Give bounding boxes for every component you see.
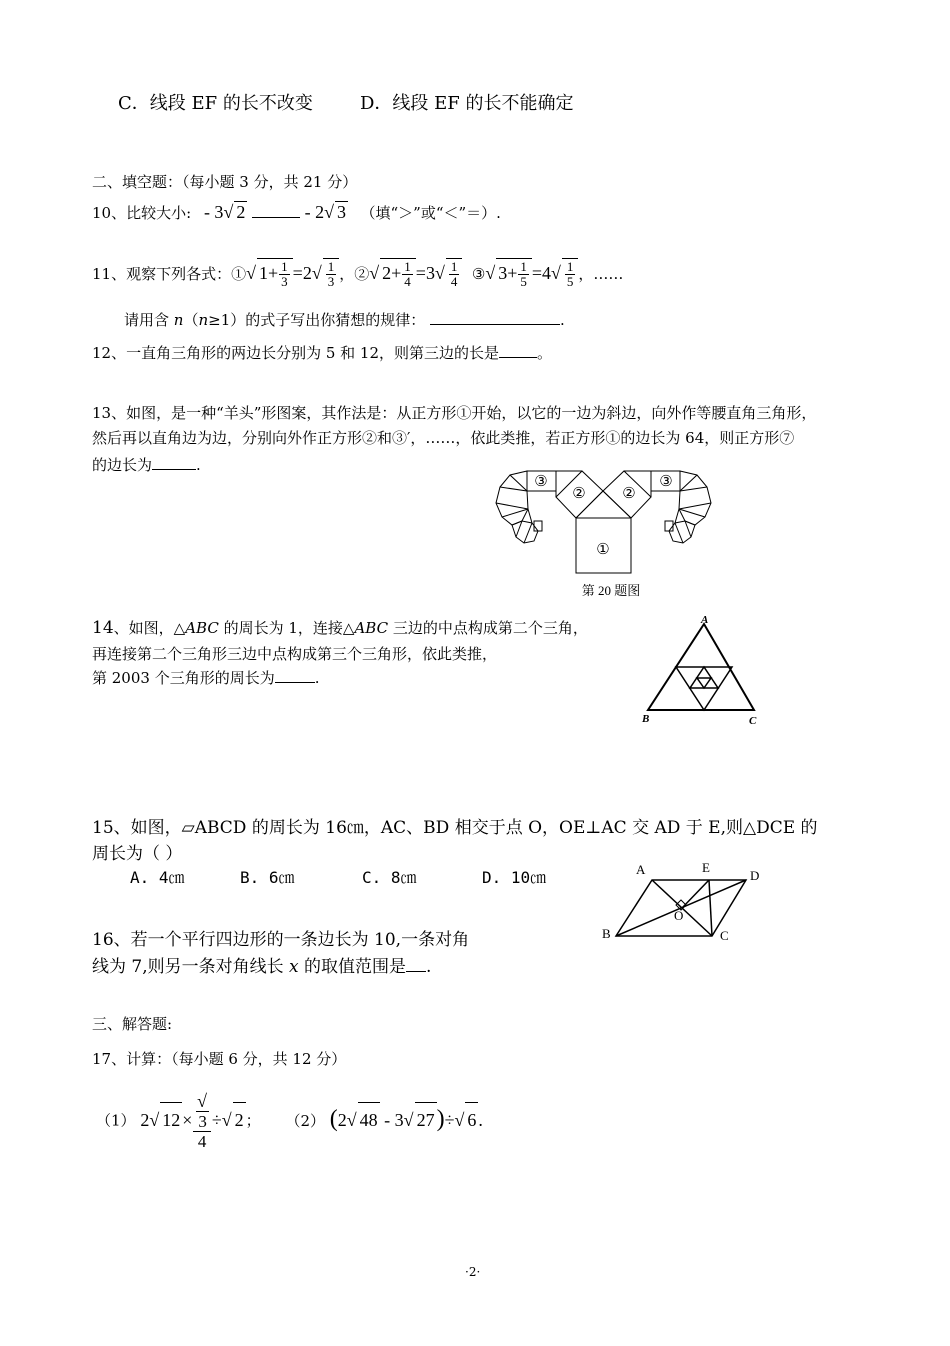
fig-label-3-right: ③ <box>659 474 673 490</box>
q10-blank[interactable] <box>252 217 300 218</box>
q15-option-b[interactable]: B. 6㎝ <box>240 868 295 887</box>
q10-hint: （填“＞”或“＜”＝）. <box>360 204 501 222</box>
q14-line3: 第 2003 个三角形的周长为 . <box>92 669 320 687</box>
option-d: D．线段 EF 的长不能确定 <box>360 93 574 114</box>
q17-p1-label: （1） <box>96 1111 136 1130</box>
fig-label-2-left: ② <box>572 486 586 502</box>
fig-label-2-right: ② <box>622 486 636 502</box>
q17-p1-expr: 2√ 12 × √ 3 4 ÷√ 2 <box>140 1091 244 1151</box>
marker-3: ③ <box>471 265 486 283</box>
section3-header: 三、解答题: <box>92 1015 173 1033</box>
option-c: C．线段 EF 的长不改变 <box>118 93 313 114</box>
q15-line2: 周长为（ ） <box>92 844 183 864</box>
parallelogram-icon: ▱ <box>181 818 195 838</box>
fig-label-1: ① <box>596 542 610 558</box>
q13-blank[interactable] <box>152 469 196 470</box>
q15-option-a[interactable]: A. 4㎝ <box>130 868 185 887</box>
q11-tail: ，…… <box>578 265 624 283</box>
q15-option-d[interactable]: D. 10㎝ <box>482 868 547 887</box>
fig-point-a: A <box>636 862 646 877</box>
fig-vertex-c: C <box>749 715 757 727</box>
q14-line2: 再连接第二个三角形三边中点构成第三个三角形，依此类推， <box>92 645 498 663</box>
page-number: ·2· <box>465 1265 481 1279</box>
q11-label: 11、观察下列各式： <box>92 265 232 283</box>
fig-label-3-left: ③ <box>534 474 548 490</box>
fig-point-d: D <box>750 868 760 883</box>
q11-expr2: √ 2+ $\frac{1}{4}$ =3√ $\frac{1}{4}$ <box>369 263 462 283</box>
q15-line1: 15、如图，▱ABCD 的周长为 16㎝，AC、BD 相交于点 O，OE⊥AC 交 AD 于 E,则△DCE 的 <box>92 818 818 838</box>
q17-label: 17、计算：（每小题 6 分，共 12 分） <box>92 1050 347 1068</box>
q17-p2-expr: (2√ 48 - 3√ 27)÷√ 6 . <box>330 1110 483 1130</box>
q13-line1: 13、如图，是一种“羊头”形图案，其作法是：从正方形①开始，以它的一边为斜边，向外作等腰直角三角形， <box>92 404 817 422</box>
marker-1: ① <box>231 265 247 283</box>
q13-line2: 然后再以直角边为边，分别向外作正方形②和③′，……，依此类推，若正方形①的边长为 64，则正方形⑦ <box>92 429 795 447</box>
q13-line3: 的边长为 . <box>92 456 201 474</box>
q16-line1: 16、若一个平行四边形的一条边长为 10,一条对角 <box>92 930 470 950</box>
q12-blank[interactable] <box>499 357 537 358</box>
q11-expr1: √ 1+ $\frac{1}{3}$ =2√ $\frac{1}{3}$ <box>246 263 339 283</box>
fig-point-o: O <box>674 908 684 923</box>
nested-triangles-figure <box>636 612 766 727</box>
q14-line1: 14、如图，△ABC 的周长为 1，连接△ABC 三边的中点构成第二个三角， <box>92 618 588 638</box>
fig-caption: 第 20 题图 <box>581 583 641 598</box>
fig-point-c: C <box>720 928 729 943</box>
q11-prompt: 请用含 n（n≥1）的式子写出你猜想的规律： . <box>124 311 565 329</box>
q10-label: 10、比较大小: <box>92 204 192 222</box>
fig-point-e: E <box>702 860 710 875</box>
fig-vertex-b: B <box>642 713 650 725</box>
q10-left: - 3√ 2 <box>203 202 246 222</box>
ram-head-figure <box>490 465 722 600</box>
section2-header: 二、填空题：（每小题 3 分，共 21 分） <box>92 173 358 191</box>
q16-blank[interactable] <box>406 971 426 972</box>
q10-right: - 2√ 3 <box>304 202 346 222</box>
q10 <box>92 201 501 223</box>
q11: 11、观察下列各式：①√ 1+ $\frac{1}{3}$ =2√ $\frac{1}{3}$ ，②√ 2+ $\frac{1}{4}$ =3√ $\frac{1}{4}$ ③√ 3+ $\frac{1}{5}$ =4√ $\frac{1}{5}$ ，…… <box>92 259 624 290</box>
q12: 12、一直角三角形的两边长分别为 5 和 12，则第三边的长是 。 <box>92 344 553 362</box>
q16-line2: 线为 7,则另一条对角线长 x 的取值范围是 . <box>92 957 432 977</box>
q11-expr3: √ 3+ $\frac{1}{5}$ =4√ $\frac{1}{5}$ <box>485 263 578 283</box>
marker-2: ② <box>354 265 370 283</box>
parallelogram-figure <box>596 858 776 948</box>
q17-problems: （1） 2√ 12 × √ 3 4 ÷√ 2 ； （2） (2√ 48 - 3√ 27)÷√ 6 . <box>96 1091 483 1151</box>
q11-blank[interactable] <box>430 324 560 325</box>
q14-blank[interactable] <box>275 682 315 683</box>
q15-option-c[interactable]: C. 8㎝ <box>362 868 417 887</box>
q17-p2-label: （2） <box>285 1111 325 1130</box>
fig-vertex-a: A <box>701 614 709 626</box>
fig-point-b: B <box>602 926 611 941</box>
